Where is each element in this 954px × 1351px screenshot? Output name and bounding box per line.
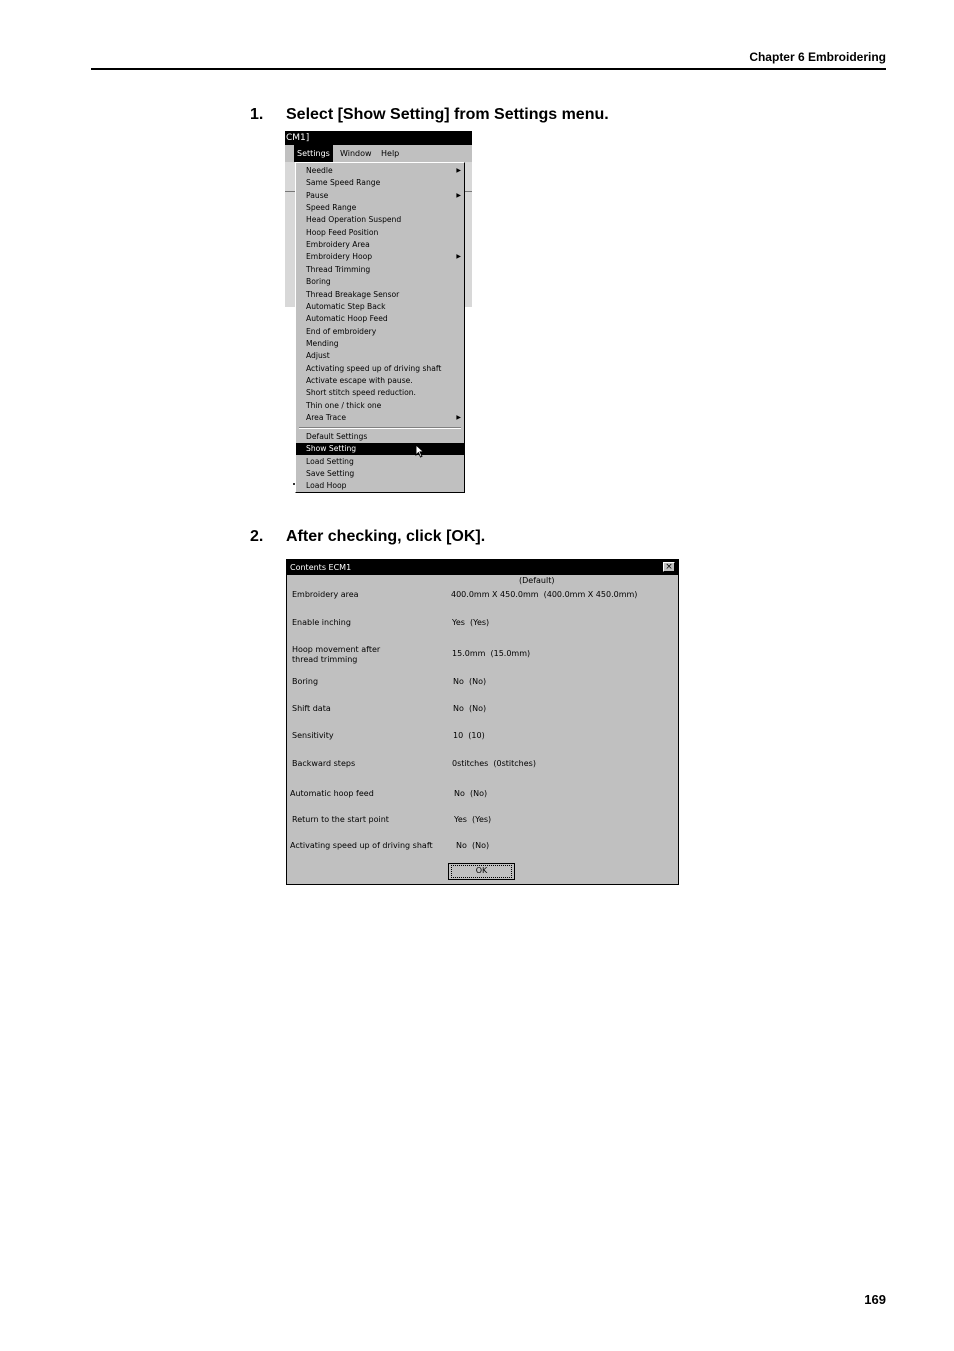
window-titlebar: CM1] [285, 131, 472, 145]
step-2 [250, 528, 485, 546]
menu-item-label: Thread Trimming [306, 264, 371, 274]
page-number: 169 [864, 1292, 886, 1307]
setting-label: Embroidery area [292, 590, 359, 599]
menu-item[interactable] [296, 387, 464, 399]
setting-label: Activating speed up of driving shaft [290, 841, 433, 850]
menu-item[interactable] [296, 276, 464, 288]
setting-label: Hoop movement after thread trimming [292, 645, 381, 664]
submenu-arrow-icon: ▶ [456, 191, 461, 199]
menu-item[interactable] [296, 431, 464, 443]
menu-item[interactable] [296, 468, 464, 480]
menu-item[interactable] [296, 363, 464, 375]
menu-item-label: Same Speed Range [306, 178, 381, 188]
menu-item-label: Thin one / thick one [306, 400, 382, 410]
menu-item[interactable] [296, 264, 464, 276]
dialog-title: Contents ECM1 [290, 563, 352, 572]
mouse-cursor-icon [415, 444, 425, 458]
ok-focus-rect [451, 865, 512, 878]
menu-item-label: Head Operation Suspend [306, 215, 402, 225]
chapter-header: Chapter 6 Embroidering [749, 50, 886, 64]
menu-item[interactable] [296, 375, 464, 387]
menubar [285, 145, 472, 162]
menu-item-label: Load Setting [306, 456, 354, 466]
menu-item-label: Pause [306, 190, 329, 200]
setting-value: No (No) [456, 841, 490, 850]
menu-item-label: Show Setting [306, 444, 357, 454]
ok-button[interactable] [448, 863, 515, 880]
default-column-header: (Default) [519, 576, 555, 585]
menu-item-label: Needle [306, 166, 333, 175]
menu-item-label: Hoop Feed Position [306, 227, 379, 237]
menu-item[interactable] [296, 301, 464, 313]
setting-label: Sensitivity [292, 731, 334, 740]
contents-dialog [286, 559, 679, 885]
settings-menu-screenshot [285, 131, 472, 500]
menu-item-label: Short stitch speed reduction. [306, 388, 416, 398]
settings-dropdown [295, 162, 465, 493]
menu-item-label: Save Setting [306, 469, 355, 479]
menu-item[interactable] [296, 177, 464, 189]
menu-item-label: Embroidery Area [306, 240, 370, 250]
menu-item[interactable] [296, 480, 464, 492]
menu-item-label: Adjust [306, 351, 330, 361]
menu-item[interactable] [296, 214, 464, 226]
menu-item-label: Default Settings [306, 432, 368, 441]
menu-item-label: Thread Breakage Sensor [306, 289, 400, 299]
header-rule [91, 68, 886, 70]
menu-item[interactable] [296, 313, 464, 325]
setting-value: No (No) [453, 704, 487, 713]
menu-item[interactable] [296, 227, 464, 239]
step-1 [250, 106, 609, 124]
setting-value: 15.0mm (15.0mm) [452, 649, 531, 658]
menu-item[interactable] [296, 412, 464, 424]
submenu-arrow-icon: ▶ [456, 414, 461, 421]
setting-label: Backward steps [292, 759, 356, 768]
setting-label: Boring [292, 677, 319, 686]
menu-settings[interactable]: Settings [294, 145, 333, 162]
menu-item[interactable] [296, 289, 464, 301]
setting-value: No (No) [454, 789, 488, 798]
menu-item-label: Activate escape with pause. [306, 375, 413, 385]
setting-value: Yes (Yes) [454, 815, 492, 824]
menu-item-label: Automatic Step Back [306, 301, 386, 311]
setting-value: No (No) [453, 677, 487, 686]
menu-item-label: Automatic Hoop Feed [306, 314, 388, 324]
menu-item[interactable] [296, 251, 464, 263]
submenu-arrow-icon: ▶ [456, 167, 461, 174]
step-1-text: Select [Show Setting] from Settings menu. [286, 106, 609, 123]
menu-item-label: Speed Range [306, 203, 357, 213]
setting-value: 10 (10) [453, 731, 485, 740]
menu-item[interactable] [296, 190, 464, 202]
menu-item-show-setting[interactable] [296, 443, 464, 455]
ok-button-label: OK [475, 866, 488, 875]
menu-item-label: Embroidery Hoop [306, 252, 373, 262]
menu-separator [299, 427, 461, 429]
menu-help[interactable]: Help [381, 149, 400, 158]
step-2-number: 2. [250, 528, 264, 545]
menu-item[interactable] [296, 326, 464, 338]
setting-label: Automatic hoop feed [290, 789, 374, 798]
menu-item[interactable] [296, 202, 464, 214]
close-icon[interactable]: × [663, 562, 675, 572]
submenu-arrow-icon: ▶ [456, 253, 461, 261]
setting-value: 0stitches (0stitches) [452, 759, 536, 768]
step-1-number: 1. [250, 106, 264, 123]
menu-item[interactable] [296, 456, 464, 468]
setting-label: Enable inching [292, 618, 351, 627]
menu-item-label: End of embroidery [306, 326, 377, 336]
step-2-text: After checking, click [OK]. [286, 528, 486, 545]
setting-label: Shift data [292, 704, 331, 713]
menu-item-label: Mending [306, 338, 339, 348]
menu-item[interactable] [296, 338, 464, 350]
menu-item-label: Area Trace [306, 413, 347, 422]
menu-item[interactable] [296, 239, 464, 251]
menu-item[interactable] [296, 350, 464, 362]
setting-label: Return to the start point [292, 815, 389, 824]
setting-value: Yes (Yes) [452, 618, 490, 627]
dialog-titlebar [287, 560, 678, 575]
menu-item-label: Activating speed up of driving shaft [306, 363, 442, 373]
menu-item-label: Boring [306, 277, 331, 287]
setting-value: 400.0mm X 450.0mm (400.0mm X 450.0mm) [451, 590, 638, 599]
menu-item[interactable] [296, 400, 464, 412]
menu-item[interactable] [296, 165, 464, 177]
menu-item-label: Load Hoop [306, 481, 347, 491]
menu-window[interactable]: Window [340, 149, 372, 158]
